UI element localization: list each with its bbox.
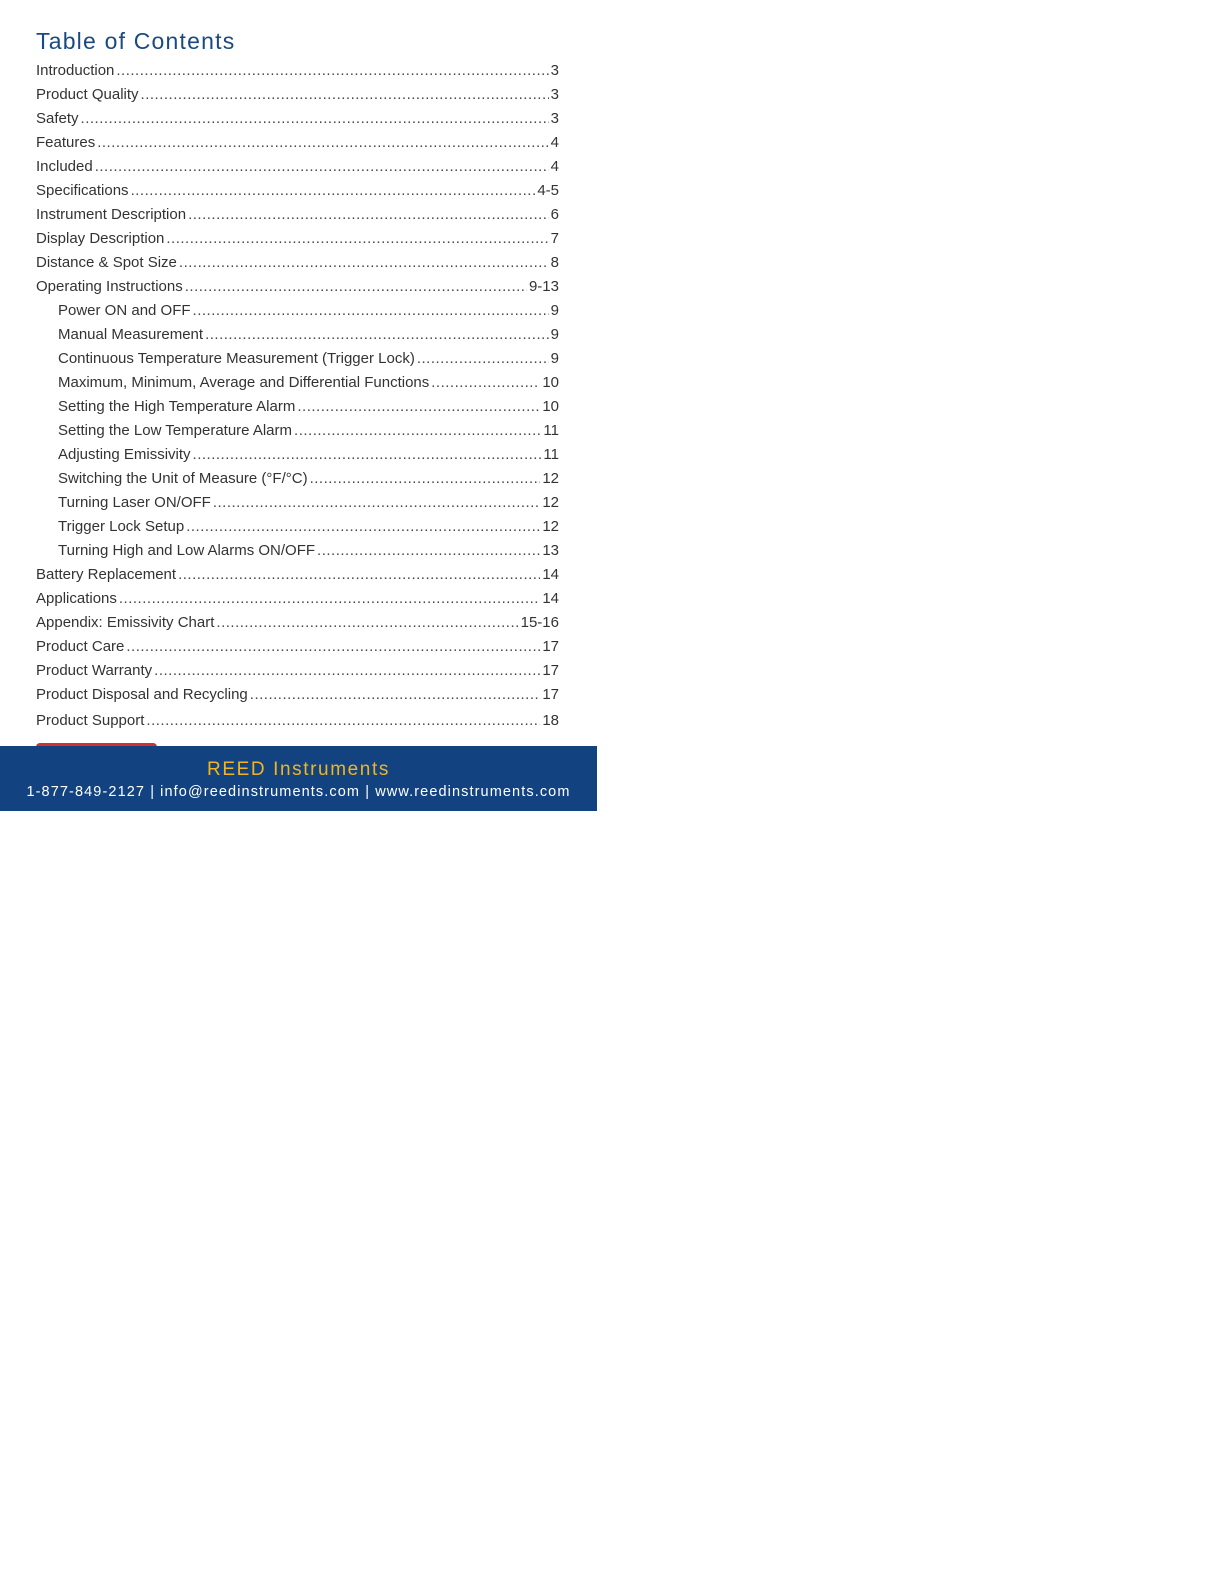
toc-entry-label: Setting the High Temperature Alarm <box>58 398 296 415</box>
toc-entry-page: 18 <box>542 712 559 729</box>
toc-entry-page: 7 <box>550 230 559 247</box>
contact-line: 1-877-849-2127 | info@reedinstruments.com | www.reedinstruments.com <box>26 784 571 800</box>
footer-banner <box>0 746 597 811</box>
dot-leader <box>310 467 541 491</box>
toc-entry-label: Included <box>36 158 93 175</box>
toc-entry-page: 14 <box>542 590 559 607</box>
toc-subentry[interactable] <box>36 347 559 371</box>
toc-entry-page: 11 <box>543 422 559 439</box>
toc-entry-page: 12 <box>542 518 559 535</box>
toc-entry-page: 9 <box>550 350 559 367</box>
toc-entry-page: 10 <box>542 374 559 391</box>
toc-subentry[interactable] <box>36 443 559 467</box>
dot-leader <box>178 563 540 587</box>
toc-subentry[interactable] <box>36 539 559 563</box>
dot-leader <box>95 155 549 179</box>
dot-leader <box>213 491 540 515</box>
toc-entry-page: 9 <box>550 302 559 319</box>
toc-entry[interactable] <box>36 179 559 203</box>
dot-leader <box>131 179 536 203</box>
toc-entry-page: 13 <box>542 542 559 559</box>
toc-subentry[interactable] <box>36 467 559 491</box>
toc-entry-label: Switching the Unit of Measure (°F/°C) <box>58 470 308 487</box>
toc-entry-page: 15-16 <box>520 614 559 631</box>
toc-entry-page: 4 <box>550 158 559 175</box>
dot-leader <box>126 635 540 659</box>
toc-subentry[interactable] <box>36 299 559 323</box>
dot-leader <box>188 203 549 227</box>
toc-subentry[interactable] <box>36 419 559 443</box>
dot-leader <box>116 59 548 83</box>
toc-entry-label: Turning Laser ON/OFF <box>58 494 211 511</box>
dot-leader <box>216 611 518 635</box>
toc-entry-label: Features <box>36 134 96 151</box>
dot-leader <box>431 371 540 395</box>
toc-subentry[interactable] <box>36 395 559 419</box>
dot-leader <box>193 299 549 323</box>
toc-entry-page: 17 <box>542 638 559 655</box>
dot-leader <box>317 539 540 563</box>
toc-entry[interactable] <box>36 251 559 275</box>
toc-entry[interactable] <box>36 107 559 131</box>
dot-leader <box>205 323 549 347</box>
toc-entry-label: Product Warranty <box>36 662 153 679</box>
toc-entry[interactable] <box>36 59 559 83</box>
toc-entry[interactable] <box>36 83 559 107</box>
dot-leader <box>119 587 540 611</box>
toc-entry-label: Product Disposal and Recycling <box>36 686 248 703</box>
dot-leader <box>250 683 541 707</box>
dot-leader <box>417 347 549 371</box>
toc-entry-label: Operating Instructions <box>36 278 183 295</box>
table-of-contents <box>36 59 559 735</box>
brand-name: REED Instruments <box>207 759 390 780</box>
toc-entry-label: Maximum, Minimum, Average and Differential Functions <box>58 374 430 391</box>
dot-leader <box>81 107 549 131</box>
toc-entry-label: Battery Replacement <box>36 566 177 583</box>
toc-entry-page: 11 <box>543 446 559 463</box>
toc-entry-label: Product Support <box>36 712 145 729</box>
toc-entry-page: 9 <box>550 326 559 343</box>
toc-entry-label: Instrument Description <box>36 206 187 223</box>
dot-leader <box>179 251 549 275</box>
toc-entry-page: 3 <box>550 86 559 103</box>
toc-entry[interactable] <box>36 275 559 299</box>
dot-leader <box>185 275 527 299</box>
toc-entry-page: 9-13 <box>528 278 559 295</box>
toc-subentry[interactable] <box>36 515 559 539</box>
dot-leader <box>154 659 540 683</box>
toc-entry-page: 17 <box>542 662 559 679</box>
toc-subentry[interactable] <box>36 371 559 395</box>
toc-subentry[interactable] <box>36 491 559 515</box>
toc-entry-page: 12 <box>542 470 559 487</box>
toc-entry[interactable] <box>36 635 559 659</box>
dot-leader <box>141 83 549 107</box>
dot-leader <box>297 395 540 419</box>
toc-entry-label: Power ON and OFF <box>58 302 191 319</box>
toc-entry-label: Continuous Temperature Measurement (Trigger Lock) <box>58 350 415 367</box>
toc-entry-label: Appendix: Emissivity Chart <box>36 614 215 631</box>
toc-entry[interactable] <box>36 659 559 683</box>
toc-entry[interactable] <box>36 683 559 707</box>
toc-entry-label: Distance & Spot Size <box>36 254 177 271</box>
toc-entry[interactable] <box>36 563 559 587</box>
toc-entry-label: Specifications <box>36 182 129 199</box>
toc-entry-page: 3 <box>550 110 559 127</box>
toc-entry[interactable] <box>36 155 559 179</box>
dot-leader <box>186 515 540 539</box>
toc-entry-page: 4 <box>550 134 559 151</box>
toc-entry[interactable] <box>36 587 559 611</box>
toc-entry-label: Introduction <box>36 62 115 79</box>
toc-entry[interactable] <box>36 203 559 227</box>
toc-entry-label: Turning High and Low Alarms ON/OFF <box>58 542 316 559</box>
toc-entry[interactable] <box>36 707 559 735</box>
toc-entry-label: Setting the Low Temperature Alarm <box>58 422 293 439</box>
toc-entry-page: 4-5 <box>537 182 559 199</box>
toc-entry-label: Trigger Lock Setup <box>58 518 185 535</box>
toc-entry-page: 3 <box>550 62 559 79</box>
toc-subentry[interactable] <box>36 323 559 347</box>
dot-leader <box>193 443 542 467</box>
dot-leader <box>294 419 541 443</box>
toc-entry-label: Adjusting Emissivity <box>58 446 191 463</box>
toc-entry-label: Safety <box>36 110 79 127</box>
toc-entry-label: Display Description <box>36 230 165 247</box>
toc-entry[interactable] <box>36 131 559 155</box>
toc-entry-label: Applications <box>36 590 117 607</box>
toc-entry-page: 8 <box>550 254 559 271</box>
toc-entry-label: Product Quality <box>36 86 139 103</box>
toc-entry[interactable] <box>36 227 559 251</box>
toc-entry-page: 12 <box>542 494 559 511</box>
toc-entry[interactable] <box>36 611 559 635</box>
page-title: Table of Contents <box>36 28 236 54</box>
toc-entry-page: 17 <box>542 686 559 703</box>
toc-entry-page: 6 <box>550 206 559 223</box>
toc-entry-page: 10 <box>542 398 559 415</box>
toc-entry-label: Product Care <box>36 638 125 655</box>
dot-leader <box>146 707 540 735</box>
toc-entry-page: 14 <box>542 566 559 583</box>
dot-leader <box>97 131 548 155</box>
toc-entry-label: Manual Measurement <box>58 326 204 343</box>
dot-leader <box>166 227 548 251</box>
